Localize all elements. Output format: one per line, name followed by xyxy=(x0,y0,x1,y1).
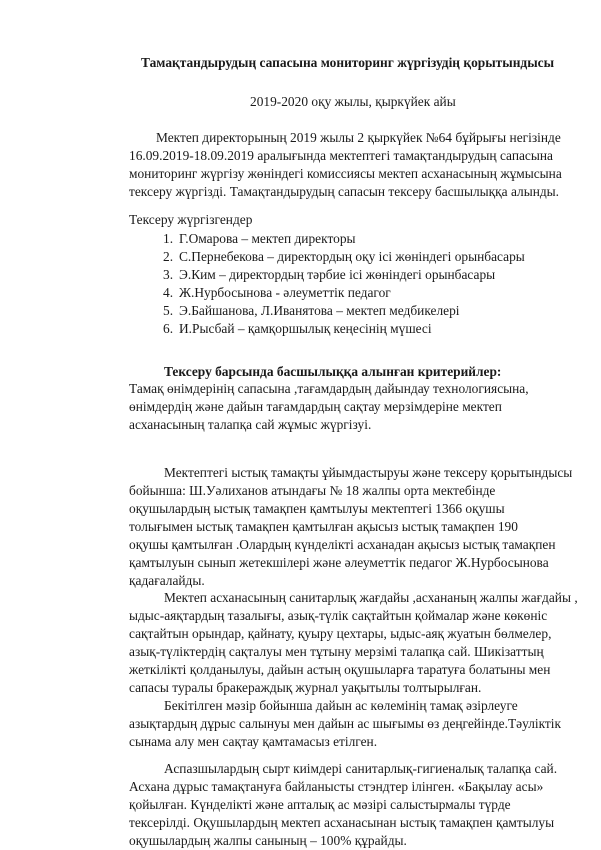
paragraph-line: қойылған. Күнделікті және апталық ас мәзірі салыстырмалы түрде xyxy=(129,797,511,812)
paragraph-line: оқушы қамтылған .Олардың күнделікті асханадан ақысыз ыстық тамақпен xyxy=(129,537,556,552)
inspector-item: 5. Э.Байшанова, Л.Иванятова – мектеп медбикелері xyxy=(163,303,460,318)
inspector-item: 4. Ж.Нурбосынова - әлеуметтік педагог xyxy=(163,285,391,300)
paragraph-line: Мектеп асханасының санитарлық жағдайы ,асхананың жалпы жағдайы , xyxy=(164,590,578,605)
intro-line: 16.09.2019-18.09.2019 аралығында мектептегі тамақтандырудың сапасына xyxy=(129,148,553,163)
inspector-item: 1. Г.Омарова – мектеп директоры xyxy=(163,231,356,246)
paragraph-line: ыдыс-аяқтардың тазалығы, азық-түлік сақтайтын қоймалар және көкөніс xyxy=(129,608,548,623)
paragraph-line: Асхана дұрыс тамақтануға байланысты стэндтер ілінген. «Бақылау асы» xyxy=(129,779,544,794)
intro-line: Мектеп директорының 2019 жылы 2 қыркүйек №64 бұйрығы негізінде xyxy=(156,130,561,145)
paragraph-line: Мектептегі ыстық тамақты ұйымдастыруы және тексеру қорытындысы xyxy=(164,465,573,480)
inspector-item: 3. Э.Ким – директордың тәрбие ісі жөніндегі орынбасары xyxy=(163,267,496,282)
intro-line: тексеру жүргізді. Тамақтандырудың сапасын тексеру басшылыққа алынды. xyxy=(129,184,560,199)
paragraph-line: қамтылуын сынып жетекшілері және әлеуметтік педагог Ж.Нурбосынова xyxy=(129,555,549,570)
paragraph-line: сапасы туралы бракераждық журнал уақытылы толтырылған. xyxy=(129,680,482,695)
paragraph-line: жеткілікті қолданылуы, дайын астың оқушыларға таратуға болатыны мен xyxy=(129,662,551,677)
paragraph-line: азықтардың дұрыс салынуы мен дайын ас шығымы өз деңгейінде.Тәуліктік xyxy=(129,716,562,731)
criteria-line: Тамақ өнімдерінің сапасына ,тағамдардың дайындау технологиясына, xyxy=(129,381,529,396)
criteria-line: асханасының талапқа сай жұмыс жүргізуі. xyxy=(129,417,372,432)
document-title: Тамақтандырудың сапасына мониторинг жүргізудің қорытындысы xyxy=(141,55,555,70)
criteria-heading: Тексеру барсында басшылыққа алынған критерийлер: xyxy=(164,364,502,379)
criteria-line: өнімдердің және дайын тағамдардың сақтау мерзімдеріне мектеп xyxy=(129,399,502,414)
paragraph-line: тексерілді. Оқушылардың мектеп асханасынан ыстық тамақпен қамтылуы xyxy=(129,815,555,830)
inspector-item: 6. И.Рысбай – қамқоршылық кеңесінің мүшесі xyxy=(163,321,432,336)
paragraph-line: бойынша: Ш.Уәлиханов атындағы № 18 жалпы орта мектебінде xyxy=(129,483,496,498)
paragraph-line: оқушылардың ыстық тамақпен қамтылуы мектептегі 1366 оқушы xyxy=(129,501,505,516)
inspectors-heading: Тексеру жүргізгендер xyxy=(129,212,253,227)
paragraph-line: Аспазшылардың сырт киімдері санитарлық-гигиеналық талапқа сай. xyxy=(164,761,558,776)
paragraph-line: сынама алу мен сақтау қамтамасыз етілген. xyxy=(129,734,378,749)
inspector-item: 2. С.Пернебекова – директордың оқу ісі жөніндегі орынбасары xyxy=(163,249,525,264)
document-period: 2019-2020 оқу жылы, қыркүйек айы xyxy=(250,94,456,109)
paragraph-line: сақтайтын орындар, қайнату, қуыру цехтары, ыдыс-аяқ жуатын бөлмелер, xyxy=(129,626,552,641)
paragraph-line: толығымен ыстық тамақпен қамтылған ақысыз ыстық тамақпен 190 xyxy=(129,519,518,534)
paragraph-line: оқушылардың жалпы санының – 100% құрайды. xyxy=(129,833,407,848)
paragraph-line: Бекітілген мәзір бойынша дайын ас көлемінің тамақ әзірлеуге xyxy=(164,698,518,713)
intro-line: мониторинг жүргізу жөніндегі комиссиясы мектеп асханасының жұмысына xyxy=(129,166,562,181)
paragraph-line: қадағалайды. xyxy=(129,573,205,588)
paragraph-line: азық-түліктердің сақталуы мен тұтыну мерзімі талапқа сай. Шикізаттың xyxy=(129,644,544,659)
